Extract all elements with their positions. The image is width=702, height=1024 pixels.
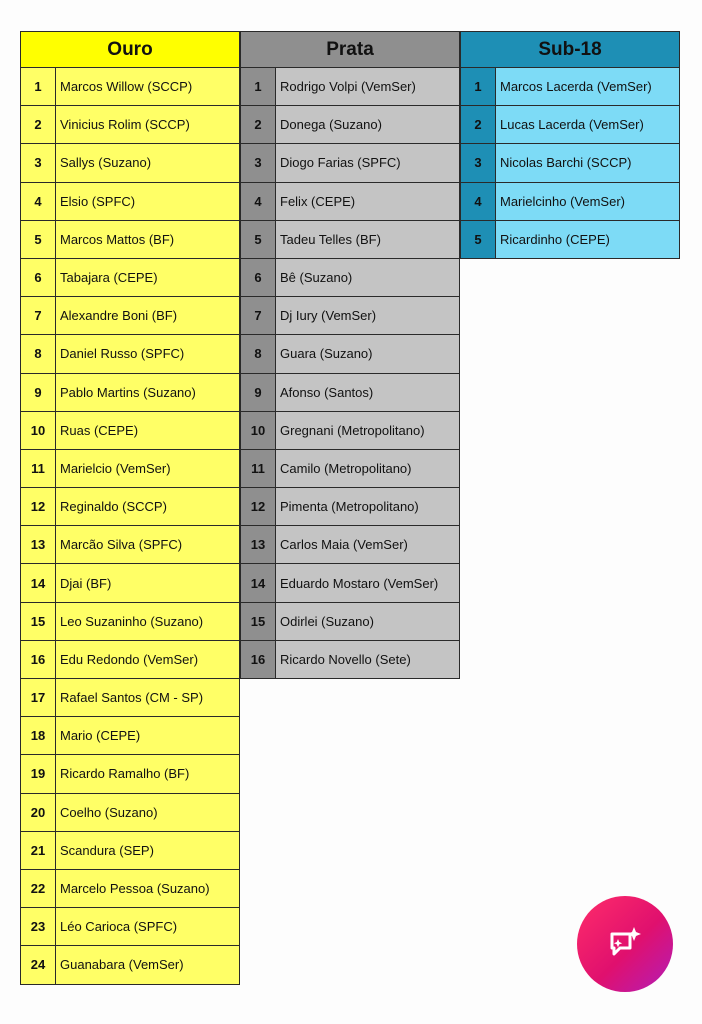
table-row [20, 144, 240, 182]
player-name: Coelho (Suzano) [56, 794, 240, 832]
player-name: Pablo Martins (Suzano) [56, 374, 240, 412]
player-name: Leo Suzaninho (Suzano) [56, 603, 240, 641]
rank-number: 17 [20, 679, 56, 717]
player-name: Eduardo Mostaro (VemSer) [276, 564, 460, 602]
player-name: Djai (BF) [56, 564, 240, 602]
rank-number: 6 [240, 259, 276, 297]
table-row [20, 832, 240, 870]
rank-number: 9 [240, 374, 276, 412]
player-name: Elsio (SPFC) [56, 183, 240, 221]
table-row [240, 488, 460, 526]
table-row [240, 106, 460, 144]
player-name: Ricardo Ramalho (BF) [56, 755, 240, 793]
rank-number: 22 [20, 870, 56, 908]
player-name: Guara (Suzano) [276, 335, 460, 373]
sub18-column [460, 31, 680, 259]
rank-number: 18 [20, 717, 56, 755]
rank-number: 15 [240, 603, 276, 641]
rank-number: 4 [20, 183, 56, 221]
rank-number: 1 [240, 68, 276, 106]
player-name: Ruas (CEPE) [56, 412, 240, 450]
table-row [240, 412, 460, 450]
player-name: Reginaldo (SCCP) [56, 488, 240, 526]
player-name: Mario (CEPE) [56, 717, 240, 755]
player-name: Marcão Silva (SPFC) [56, 526, 240, 564]
rank-number: 5 [460, 221, 496, 259]
player-name: Alexandre Boni (BF) [56, 297, 240, 335]
player-name: Scandura (SEP) [56, 832, 240, 870]
rank-number: 3 [460, 144, 496, 182]
rank-number: 4 [240, 183, 276, 221]
player-name: Guanabara (VemSer) [56, 946, 240, 984]
table-row [240, 144, 460, 182]
player-name: Ricardinho (CEPE) [496, 221, 680, 259]
player-name: Marcos Lacerda (VemSer) [496, 68, 680, 106]
rank-number: 7 [240, 297, 276, 335]
player-name: Marcos Willow (SCCP) [56, 68, 240, 106]
rank-number: 12 [20, 488, 56, 526]
player-name: Lucas Lacerda (VemSer) [496, 106, 680, 144]
table-row [20, 755, 240, 793]
table-row [240, 221, 460, 259]
table-row [460, 68, 680, 106]
rank-number: 10 [240, 412, 276, 450]
table-row [20, 374, 240, 412]
player-name: Marcos Mattos (BF) [56, 221, 240, 259]
rank-number: 1 [20, 68, 56, 106]
ouro-rows [20, 68, 240, 985]
table-row [20, 908, 240, 946]
table-row [240, 259, 460, 297]
rank-number: 10 [20, 412, 56, 450]
rank-number: 8 [240, 335, 276, 373]
table-row [240, 450, 460, 488]
rank-number: 11 [240, 450, 276, 488]
player-name: Rafael Santos (CM - SP) [56, 679, 240, 717]
table-row [240, 68, 460, 106]
player-name: Tabajara (CEPE) [56, 259, 240, 297]
rank-number: 9 [20, 374, 56, 412]
table-row [20, 641, 240, 679]
table-row [20, 870, 240, 908]
table-row [20, 412, 240, 450]
rank-number: 21 [20, 832, 56, 870]
rank-number: 24 [20, 946, 56, 984]
player-name: Ricardo Novello (Sete) [276, 641, 460, 679]
table-row [20, 526, 240, 564]
rank-number: 13 [240, 526, 276, 564]
rank-number: 4 [460, 183, 496, 221]
prata-rows [240, 68, 460, 679]
rank-number: 3 [20, 144, 56, 182]
ouro-header: Ouro [20, 31, 240, 68]
rank-number: 23 [20, 908, 56, 946]
ouro-column [20, 31, 240, 985]
table-row [20, 297, 240, 335]
rank-number: 5 [240, 221, 276, 259]
player-name: Carlos Maia (VemSer) [276, 526, 460, 564]
player-name: Tadeu Telles (BF) [276, 221, 460, 259]
player-name: Nicolas Barchi (SCCP) [496, 144, 680, 182]
player-name: Camilo (Metropolitano) [276, 450, 460, 488]
table-row [20, 106, 240, 144]
rank-number: 20 [20, 794, 56, 832]
rank-number: 19 [20, 755, 56, 793]
rank-number: 8 [20, 335, 56, 373]
rank-number: 12 [240, 488, 276, 526]
rank-number: 11 [20, 450, 56, 488]
prata-column [240, 31, 460, 679]
table-row [240, 564, 460, 602]
table-row [240, 297, 460, 335]
rank-number: 14 [20, 564, 56, 602]
table-row [240, 603, 460, 641]
player-name: Donega (Suzano) [276, 106, 460, 144]
rank-number: 7 [20, 297, 56, 335]
player-name: Marielcio (VemSer) [56, 450, 240, 488]
rank-number: 5 [20, 221, 56, 259]
table-row [20, 679, 240, 717]
table-row [20, 68, 240, 106]
table-row [240, 374, 460, 412]
table-row [240, 335, 460, 373]
table-row [20, 717, 240, 755]
rank-number: 1 [460, 68, 496, 106]
player-name: Edu Redondo (VemSer) [56, 641, 240, 679]
table-row [20, 946, 240, 984]
table-row [240, 183, 460, 221]
player-name: Daniel Russo (SPFC) [56, 335, 240, 373]
player-name: Odirlei (Suzano) [276, 603, 460, 641]
table-row [20, 450, 240, 488]
table-row [20, 183, 240, 221]
rank-number: 6 [20, 259, 56, 297]
player-name: Marcelo Pessoa (Suzano) [56, 870, 240, 908]
table-row [20, 488, 240, 526]
table-row [240, 641, 460, 679]
player-name: Bê (Suzano) [276, 259, 460, 297]
table-row [460, 221, 680, 259]
table-row [20, 794, 240, 832]
table-row [20, 259, 240, 297]
rank-number: 13 [20, 526, 56, 564]
rank-number: 16 [20, 641, 56, 679]
player-name: Sallys (Suzano) [56, 144, 240, 182]
prata-header: Prata [240, 31, 460, 68]
player-name: Vinicius Rolim (SCCP) [56, 106, 240, 144]
rank-number: 2 [460, 106, 496, 144]
player-name: Diogo Farias (SPFC) [276, 144, 460, 182]
player-name: Léo Carioca (SPFC) [56, 908, 240, 946]
table-row [20, 335, 240, 373]
table-row [460, 106, 680, 144]
table-row [460, 144, 680, 182]
rank-number: 14 [240, 564, 276, 602]
player-name: Afonso (Santos) [276, 374, 460, 412]
player-name: Dj Iury (VemSer) [276, 297, 460, 335]
rank-number: 3 [240, 144, 276, 182]
table-row [240, 526, 460, 564]
table-row [20, 221, 240, 259]
ai-chat-sparkle-icon [605, 924, 645, 964]
rank-number: 2 [20, 106, 56, 144]
player-name: Gregnani (Metropolitano) [276, 412, 460, 450]
ai-chat-button[interactable] [577, 896, 673, 992]
sub18-header: Sub-18 [460, 31, 680, 68]
player-name: Marielcinho (VemSer) [496, 183, 680, 221]
rank-number: 2 [240, 106, 276, 144]
table-row [20, 603, 240, 641]
rank-number: 16 [240, 641, 276, 679]
table-row [20, 564, 240, 602]
sub18-rows [460, 68, 680, 259]
player-name: Rodrigo Volpi (VemSer) [276, 68, 460, 106]
table-row [460, 183, 680, 221]
rank-number: 15 [20, 603, 56, 641]
player-name: Felix (CEPE) [276, 183, 460, 221]
player-name: Pimenta (Metropolitano) [276, 488, 460, 526]
